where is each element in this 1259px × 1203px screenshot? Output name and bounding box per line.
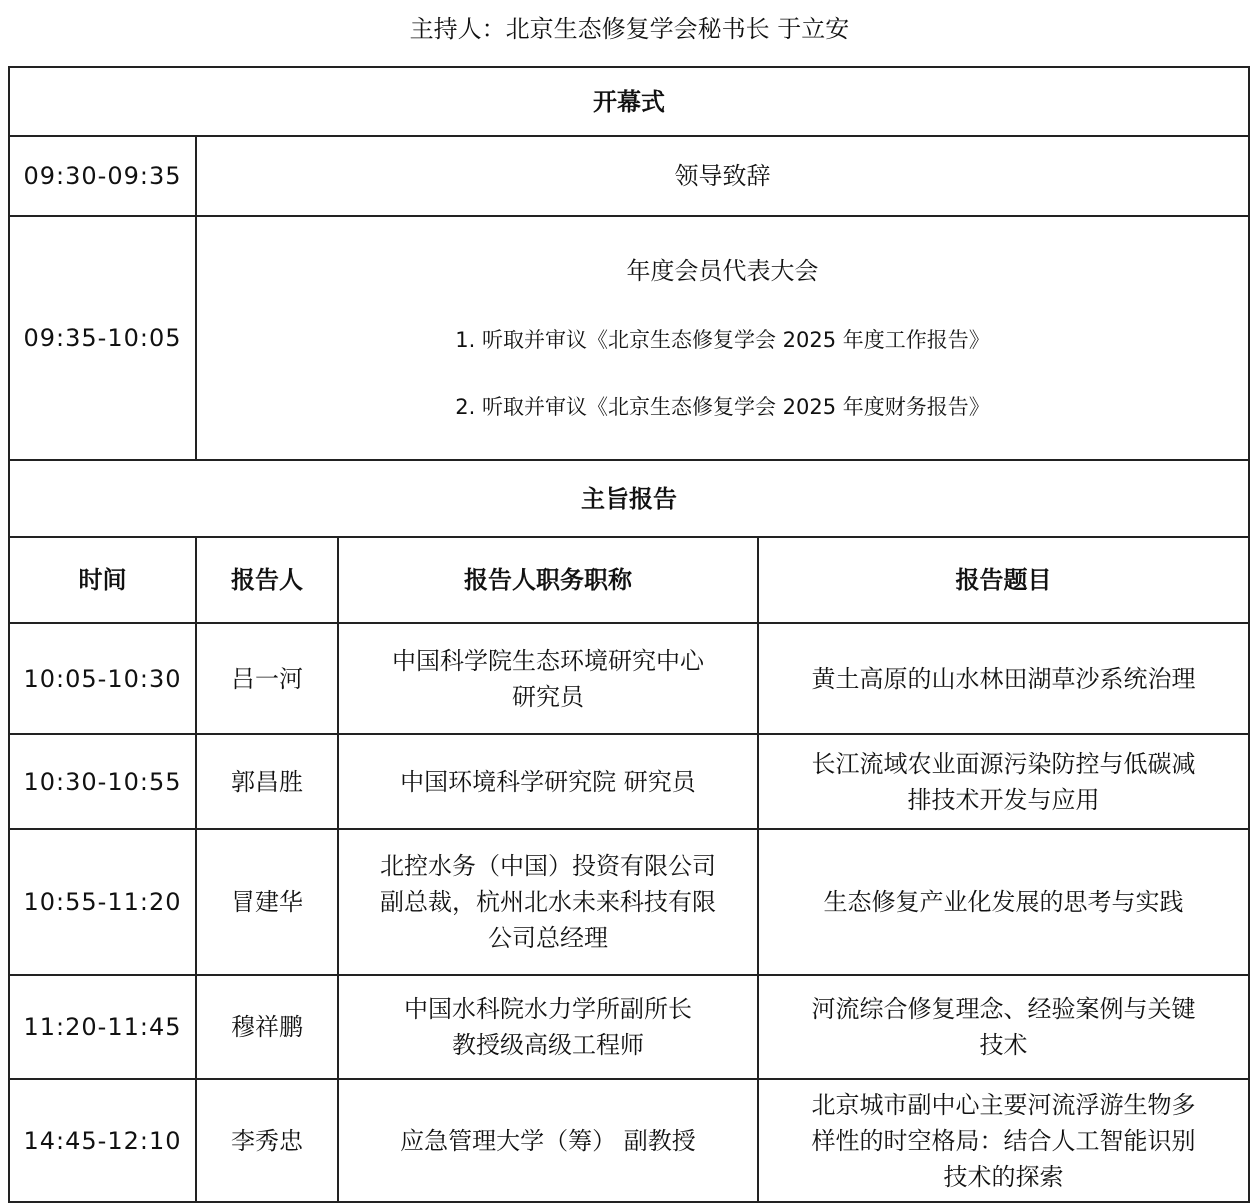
position-cell: 中国环境科学研究院 研究员 (338, 734, 758, 829)
header-topic: 报告题目 (758, 537, 1249, 623)
speaker-cell: 吕一河 (196, 623, 338, 734)
speaker-cell: 李秀忠 (196, 1079, 338, 1202)
time-cell: 14:45-12:10 (9, 1079, 196, 1202)
header-speaker: 报告人 (196, 537, 338, 623)
section-title-keynote: 主旨报告 (9, 460, 1249, 537)
table-row (9, 623, 1249, 734)
table-header-row (9, 537, 1249, 623)
table-row (9, 1079, 1249, 1202)
topic-cell: 河流综合修复理念、经验案例与关键 技术 (758, 975, 1249, 1079)
host-line: 主持人：北京生态修复学会秘书长 于立安 (409, 15, 850, 43)
position-cell: 中国科学院生态环境研究中心 研究员 (338, 623, 758, 734)
section-title-opening: 开幕式 (9, 67, 1249, 136)
table-row (9, 136, 1249, 216)
position-cell: 中国水科院水力学所副所长 教授级高级工程师 (338, 975, 758, 1079)
speaker-cell: 穆祥鹏 (196, 975, 338, 1079)
topic-cell: 北京城市副中心主要河流浮游生物多 样性的时空格局：结合人工智能识别 技术的探索 (758, 1079, 1249, 1202)
speaker-cell: 郭昌胜 (196, 734, 338, 829)
agenda-item-title: 年度会员代表大会 (626, 257, 819, 285)
time-cell: 11:20-11:45 (9, 975, 196, 1079)
topic-cell: 生态修复产业化发展的思考与实践 (758, 829, 1249, 975)
header-time: 时间 (9, 537, 196, 623)
table-row (9, 975, 1249, 1079)
agenda-subitem: 1. 听取并审议《北京生态修复学会 2025 年度工作报告》 (455, 328, 990, 352)
time-cell: 10:55-11:20 (9, 829, 196, 975)
time-cell: 09:35-10:05 (9, 216, 196, 460)
time-cell: 10:30-10:55 (9, 734, 196, 829)
topic-cell: 黄土高原的山水林田湖草沙系统治理 (758, 623, 1249, 734)
table-row (9, 829, 1249, 975)
table-row (9, 734, 1249, 829)
agenda-item (196, 216, 1249, 460)
agenda-item: 领导致辞 (196, 136, 1249, 216)
agenda-subitem: 2. 听取并审议《北京生态修复学会 2025 年度财务报告》 (455, 395, 990, 419)
time-cell: 10:05-10:30 (9, 623, 196, 734)
header-position: 报告人职务职称 (338, 537, 758, 623)
topic-cell: 长江流域农业面源污染防控与低碳减 排技术开发与应用 (758, 734, 1249, 829)
position-cell: 北控水务（中国）投资有限公司 副总裁，杭州北水未来科技有限 公司总经理 (338, 829, 758, 975)
agenda-table (8, 66, 1250, 1203)
speaker-cell: 冒建华 (196, 829, 338, 975)
table-row (9, 216, 1249, 460)
time-cell: 09:30-09:35 (9, 136, 196, 216)
position-cell: 应急管理大学（筹） 副教授 (338, 1079, 758, 1202)
